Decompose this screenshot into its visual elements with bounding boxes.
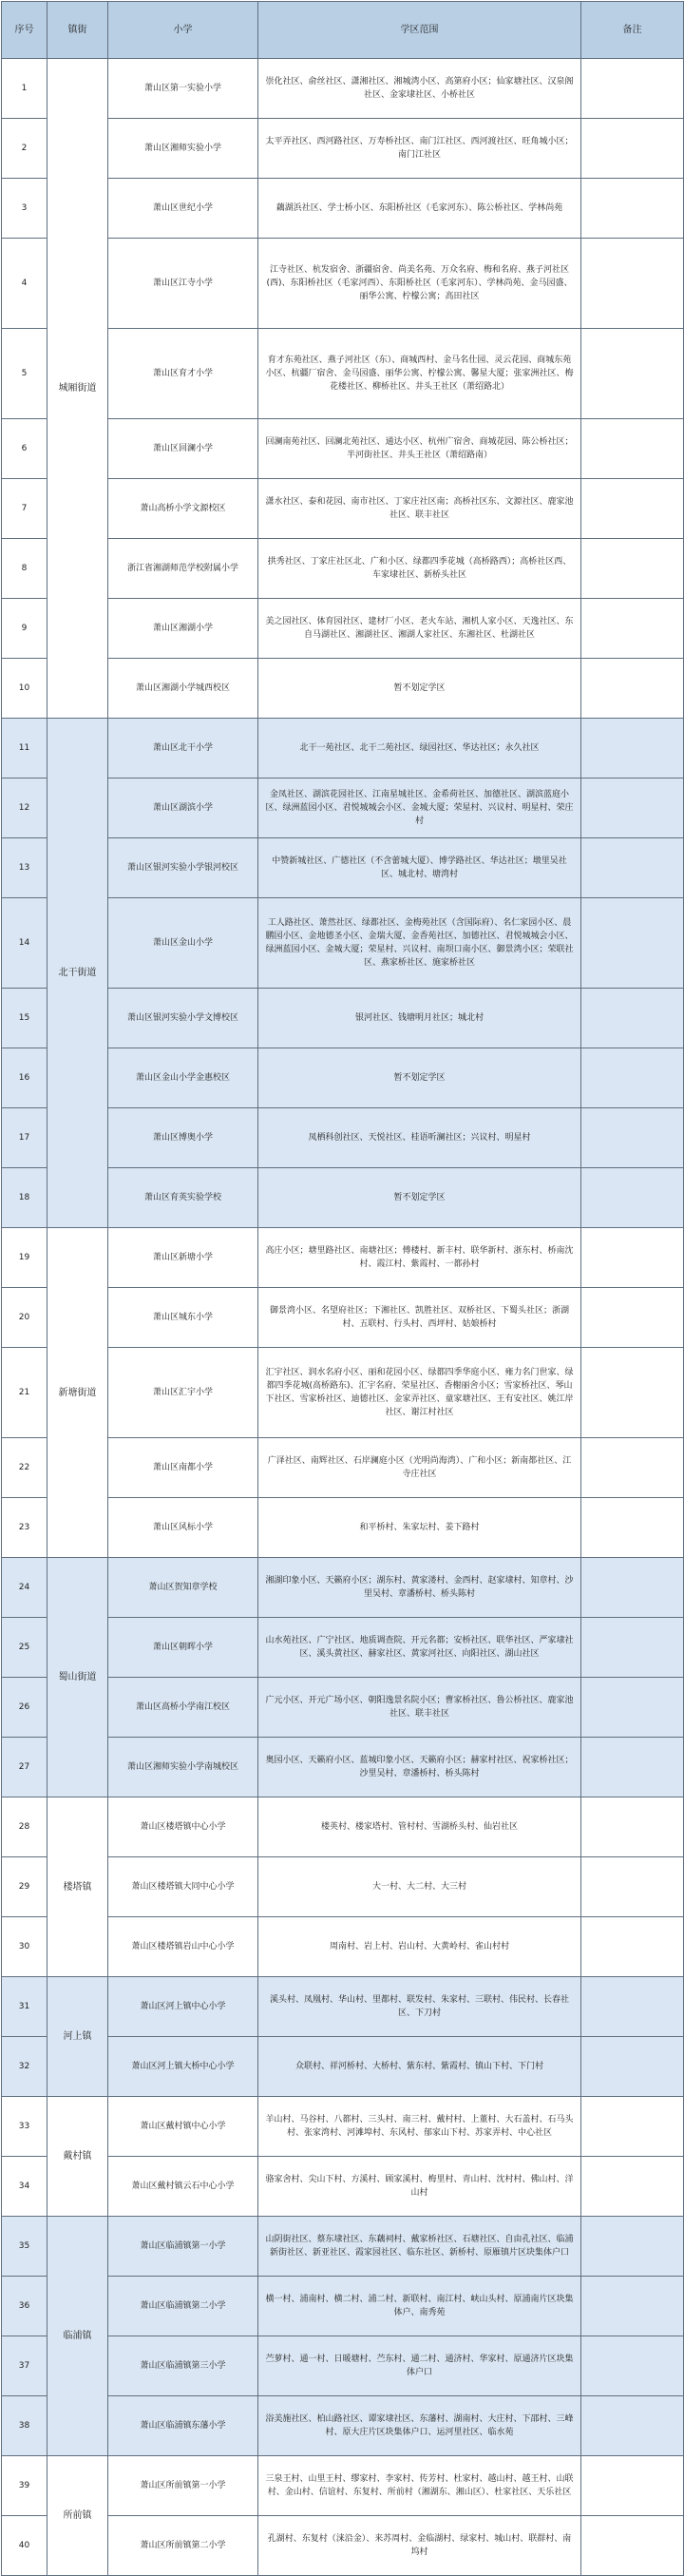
district-range: 羊山村、马谷村、八都村、三头村、南三村、戴村村、上董村、大石盖村、石马头村、张家湾村、河滩埠村、东风村、郁家山下村、苏家弄村、中心社区 <box>258 2097 581 2157</box>
table-row <box>2 1228 684 1288</box>
district-range: 众联村、祥河桥村、大桥村、紫东村、紫霞村、镇山下村、下门村 <box>258 2037 581 2097</box>
school-name: 萧山区银河实验小学文博校区 <box>108 989 258 1048</box>
row-number: 4 <box>2 239 48 329</box>
row-number: 17 <box>2 1108 48 1168</box>
school-name: 萧山区金山小学金惠校区 <box>108 1048 258 1108</box>
remark-cell <box>581 479 684 539</box>
remark-cell <box>581 779 684 838</box>
row-number: 22 <box>2 1438 48 1498</box>
district-range: 孔湖村、东复村（涞沿金）、来苏周村、金临湖村、绿家村、城山村、联群村、南坞村 <box>258 2516 581 2576</box>
remark-cell <box>581 1168 684 1228</box>
table-body <box>2 59 684 2576</box>
remark-cell <box>581 719 684 779</box>
district-range: 暂不划定学区 <box>258 659 581 719</box>
row-number: 20 <box>2 1288 48 1348</box>
row-number: 32 <box>2 2037 48 2097</box>
row-number: 10 <box>2 659 48 719</box>
row-number: 11 <box>2 719 48 779</box>
school-name: 萧山区湘湖小学 <box>108 599 258 659</box>
school-name: 萧山区戴村镇云石中心小学 <box>108 2157 258 2217</box>
school-name: 萧山区南都小学 <box>108 1438 258 1498</box>
school-name: 萧山区新塘小学 <box>108 1228 258 1288</box>
row-number: 30 <box>2 1917 48 1977</box>
remark-cell <box>581 1108 684 1168</box>
school-name: 萧山区博奥小学 <box>108 1108 258 1168</box>
row-number: 36 <box>2 2277 48 2336</box>
row-number: 18 <box>2 1168 48 1228</box>
remark-cell <box>581 1738 684 1797</box>
school-name: 萧山区世纪小学 <box>108 179 258 239</box>
district-range: 潇水社区、泰和花园、南市社区、丁家庄社区南；高桥社区东、文源社区、鹿家池社区、联丰社区 <box>258 479 581 539</box>
remark-cell <box>581 2516 684 2576</box>
row-number: 24 <box>2 1558 48 1618</box>
district-range: 凤栖科创社区、天悦社区、桂语听澜社区；兴议村、明星村 <box>258 1108 581 1168</box>
district-range: 中赞新城社区、广德社区（不含蕾城大厦）、博学路社区、华达社区；墩里吴社区、城北村、塘湾村 <box>258 838 581 898</box>
school-name: 萧山区育英实验学校 <box>108 1168 258 1228</box>
school-name: 萧山区回澜小学 <box>108 419 258 479</box>
school-name: 萧山区河上镇大桥中心小学 <box>108 2037 258 2097</box>
district-range: 育才东苑社区、燕子河社区（东）、商城西村、金马名仕园、灵云花园、商城东苑小区、杭疆厂宿舍、金马园盛、丽华公寓、柠檬公寓、馨星大厦；张家洲社区、梅花楼社区、柳桥社区、井头王社区（萧绍路北） <box>258 329 581 419</box>
row-number: 40 <box>2 2516 48 2576</box>
remark-cell <box>581 898 684 989</box>
district-range: 奥园小区、天籁府小区、蓝城印象小区、天籁府小区；赫家村社区、祝家桥社区；沙里吴村、章潘桥村、桥头陈村 <box>258 1738 581 1797</box>
district-range: 拱秀社区、丁家庄社区北、广和小区、绿都四季花城（高桥路西）；高桥社区西、车家埭社区、新桥头社区 <box>258 539 581 599</box>
school-name: 萧山区金山小学 <box>108 898 258 989</box>
row-number: 19 <box>2 1228 48 1288</box>
row-number: 8 <box>2 539 48 599</box>
row-number: 26 <box>2 1678 48 1738</box>
district-range: 溪头村、凤凰村、华山村、里都村、联发村、朱家村、三联村、伟民村、长春社区、下刀村 <box>258 1977 581 2037</box>
row-number: 14 <box>2 898 48 989</box>
street-name: 楼塔镇 <box>48 1797 108 1977</box>
district-range: 广泽社区、南辉社区、石岸澜庭小区（光明尚海湾）、广和小区；新南都社区、江寺庄社区 <box>258 1438 581 1498</box>
district-range: 周南村、岩上村、岩山村、大黄岭村、雀山村村 <box>258 1917 581 1977</box>
remark-cell <box>581 329 684 419</box>
district-range: 银河社区、钱塘明月社区；城北村 <box>258 989 581 1048</box>
school-name: 萧山区所前镇第一小学 <box>108 2456 258 2516</box>
district-range: 暂不划定学区 <box>258 1048 581 1108</box>
street-name: 城厢街道 <box>48 59 108 719</box>
street-name: 北干街道 <box>48 719 108 1228</box>
table-row <box>2 2456 684 2516</box>
school-name: 萧山区银河实验小学银河校区 <box>108 838 258 898</box>
remark-cell <box>581 659 684 719</box>
district-range: 太平弄社区、西河路社区、万寿桥社区、南门江社区、西河渡社区、旺角城小区；南门江社区 <box>258 119 581 179</box>
row-number: 5 <box>2 329 48 419</box>
school-district-table <box>1 1 684 2576</box>
remark-cell <box>581 179 684 239</box>
district-range: 高庄小区；塘里路社区、南塘社区；傅楼村、新丰村、联华新村、浙东村、桥南沈村、霞江村、紫霞村、一都孙村 <box>258 1228 581 1288</box>
table-row <box>2 1558 684 1618</box>
row-number: 33 <box>2 2097 48 2157</box>
remark-cell <box>581 838 684 898</box>
school-name: 萧山区汇宇小学 <box>108 1348 258 1438</box>
school-name: 萧山区贺知章学校 <box>108 1558 258 1618</box>
district-range: 江寺社区、杭发宿舍、浙疆宿舍、尚美名苑、万众名府、梅和名府、燕子河社区(西)、东阳桥社区（毛家河西）、东阳桥社区（毛家河东）、学林尚苑、金马园盛、丽华公寓、柠檬公寓；高田社区 <box>258 239 581 329</box>
remark-cell <box>581 2336 684 2396</box>
row-number: 1 <box>2 59 48 119</box>
remark-cell <box>581 989 684 1048</box>
school-name: 萧山区朝晖小学 <box>108 1618 258 1678</box>
school-name: 萧山区戴村镇中心小学 <box>108 2097 258 2157</box>
district-range: 广元小区、开元广场小区、朝阳逸景名院小区；曹家桥社区、鲁公桥社区、鹿家池社区、联丰社区 <box>258 1678 581 1738</box>
table-row <box>2 2217 684 2277</box>
remark-cell <box>581 1558 684 1618</box>
school-name: 萧山区河上镇中心小学 <box>108 1977 258 2037</box>
remark-cell <box>581 1498 684 1558</box>
district-range: 楼英村、楼家塔村、管村村、雪湖桥头村、仙岩社区 <box>258 1797 581 1857</box>
row-number: 15 <box>2 989 48 1048</box>
district-range: 北干一苑社区、北干二苑社区、绿园社区、华达社区；永久社区 <box>258 719 581 779</box>
district-range: 浴美施社区、柏山路社区、谭家埭社区、东藩村、湖南村、大庄村、下邵村、三峰村、原大庄片区块集体户口、运河里社区、临水苑 <box>258 2396 581 2456</box>
remark-cell <box>581 119 684 179</box>
school-name: 萧山区湖滨小学 <box>108 779 258 838</box>
remark-cell <box>581 2456 684 2516</box>
school-name: 萧山区临浦镇第一小学 <box>108 2217 258 2277</box>
street-name: 所前镇 <box>48 2456 108 2576</box>
row-number: 2 <box>2 119 48 179</box>
header-range: 学区范围 <box>258 2 581 59</box>
remark-cell <box>581 2157 684 2217</box>
school-name: 萧山区临浦镇第三小学 <box>108 2336 258 2396</box>
district-range: 山水苑社区、广宁社区、地质调查院、开元名都；安桥社区、联华社区、严家埭社区、溪头黄社区、赫家社区、黄家河社区、向阳社区、湖山社区 <box>258 1618 581 1678</box>
remark-cell <box>581 1228 684 1288</box>
district-range: 工人路社区、萧然社区、绿都社区、金梅苑社区（含国际府）、名仁家园小区、晨鹏园小区、金地德圣小区、金瑞大厦、金香苑社区、加德社区、君悦城城会小区、绿洲蓝园小区、金城大厦；荣星村、兴议村、南坝口南小区、御景湾小区；荣联社区、燕家桥社区、施家桥社区 <box>258 898 581 989</box>
remark-cell <box>581 1348 684 1438</box>
remark-cell <box>581 539 684 599</box>
district-range: 崇化社区、俞丝社区、潇湘社区、湘城湾小区、高第府小区；仙家塘社区、汉泉阁社区、金家埭社区、小桥社区 <box>258 59 581 119</box>
remark-cell <box>581 59 684 119</box>
district-range: 汇宇社区、润水名府小区、丽和花园小区、绿都四季华庭小区、雍力名门世家、绿都四季花城(高桥路东)、汇宇名府、荣星社区、香榭丽舍小区；雪家桥社区、琴山下社区、雪家桥社区、迪德社区、金家弄社区、童家塘社区、王有安社区、姚江岸社区、谢江村社区 <box>258 1348 581 1438</box>
row-number: 6 <box>2 419 48 479</box>
remark-cell <box>581 2277 684 2336</box>
table-row <box>2 1797 684 1857</box>
row-number: 39 <box>2 2456 48 2516</box>
district-range: 回澜南苑社区、回澜北苑社区、通达小区、杭州广宿舍、商城花园、陈公桥社区；半河街社区、井头王社区（萧绍路南） <box>258 419 581 479</box>
row-number: 29 <box>2 1857 48 1917</box>
school-name: 萧山区风标小学 <box>108 1498 258 1558</box>
school-name: 萧山区临浦镇第二小学 <box>108 2277 258 2336</box>
school-name: 萧山区育才小学 <box>108 329 258 419</box>
district-range: 苎萝村、通一村、日暖塘村、苎东村、通二村、通济村、华家村、原通济片区块集体户口 <box>258 2336 581 2396</box>
row-number: 16 <box>2 1048 48 1108</box>
street-name: 蜀山街道 <box>48 1558 108 1797</box>
remark-cell <box>581 1797 684 1857</box>
district-range: 横一村、浦南村、横二村、浦二村、新联村、南江村、峡山头村、原浦南片区块集体户、南秀苑 <box>258 2277 581 2336</box>
school-name: 萧山区湘湖小学城西校区 <box>108 659 258 719</box>
row-number: 31 <box>2 1977 48 2037</box>
remark-cell <box>581 2396 684 2456</box>
row-number: 23 <box>2 1498 48 1558</box>
remark-cell <box>581 1618 684 1678</box>
district-range: 骆家舍村、尖山下村、方溪村、顾家溪村、梅里村、青山村、沈村村、佛山村、洋山村 <box>258 2157 581 2217</box>
row-number: 3 <box>2 179 48 239</box>
remark-cell <box>581 419 684 479</box>
row-number: 35 <box>2 2217 48 2277</box>
remark-cell <box>581 2097 684 2157</box>
remark-cell <box>581 1917 684 1977</box>
row-number: 34 <box>2 2157 48 2217</box>
street-name: 戴村镇 <box>48 2097 108 2217</box>
school-name: 萧山区临浦镇东藩小学 <box>108 2396 258 2456</box>
row-number: 9 <box>2 599 48 659</box>
school-name: 萧山区所前镇第二小学 <box>108 2516 258 2576</box>
row-number: 7 <box>2 479 48 539</box>
school-name: 萧山高桥小学文源校区 <box>108 479 258 539</box>
district-range: 大一村、大二村、大三村 <box>258 1857 581 1917</box>
district-range: 藕湖浜社区、学士桥小区、东阳桥社区（毛家河东）、陈公桥社区、学林尚苑 <box>258 179 581 239</box>
header-school: 小学 <box>108 2 258 59</box>
school-name: 萧山区江寺小学 <box>108 239 258 329</box>
school-name: 萧山区第一实验小学 <box>108 59 258 119</box>
school-name: 萧山区楼塔镇大同中心小学 <box>108 1857 258 1917</box>
street-name: 河上镇 <box>48 1977 108 2097</box>
row-number: 13 <box>2 838 48 898</box>
header-remark: 备注 <box>581 2 684 59</box>
school-name: 浙江省湘湖师范学校附属小学 <box>108 539 258 599</box>
row-number: 21 <box>2 1348 48 1438</box>
row-number: 27 <box>2 1738 48 1797</box>
table-row <box>2 1977 684 2037</box>
school-name: 萧山区湘师实验小学 <box>108 119 258 179</box>
school-name: 萧山区楼塔镇中心小学 <box>108 1797 258 1857</box>
remark-cell <box>581 1857 684 1917</box>
school-name: 萧山区城东小学 <box>108 1288 258 1348</box>
street-name: 临浦镇 <box>48 2217 108 2456</box>
district-range: 暂不划定学区 <box>258 1168 581 1228</box>
school-name: 萧山区湘师实验小学南城校区 <box>108 1738 258 1797</box>
school-name: 萧山区北干小学 <box>108 719 258 779</box>
remark-cell <box>581 2217 684 2277</box>
table-row <box>2 2097 684 2157</box>
remark-cell <box>581 1678 684 1738</box>
district-range: 金凤社区、湖滨花园社区、江南星城社区、金希荷社区、加德社区、湖滨蓝庭小区、绿洲蓝园小区、君悦城城会小区、金城大厦；荣星村、兴议村、明星村、荣庄村 <box>258 779 581 838</box>
remark-cell <box>581 1288 684 1348</box>
school-name: 萧山区楼塔镇岩山中心小学 <box>108 1917 258 1977</box>
table-row <box>2 59 684 119</box>
header-no: 序号 <box>2 2 48 59</box>
district-range: 湘湖印象小区、天籁府小区；湖东村、黄家溇村、金西村、赵家埭村、知章村、沙里吴村、章潘桥村、桥头陈村 <box>258 1558 581 1618</box>
street-name: 新塘街道 <box>48 1228 108 1558</box>
table-row <box>2 719 684 779</box>
district-range: 三泉王村、山里王村、缪家村、李家村、传芳村、杜家村、越山村、越王村、山联村、金山村、信谊村、东复村、所前村（湘湖东、湘山区）、杜家社区、天乐社区 <box>258 2456 581 2516</box>
row-number: 12 <box>2 779 48 838</box>
row-number: 25 <box>2 1618 48 1678</box>
remark-cell <box>581 599 684 659</box>
remark-cell <box>581 239 684 329</box>
district-range: 山阴街社区、蔡东埭社区、东藕祠村、戴家桥社区、石塘社区、自由孔社区、临浦新街社区、新亚社区、霞家园社区、临东社区、新桥村、原雁镇片区块集体户口 <box>258 2217 581 2277</box>
district-range: 和平桥村、朱家坛村、姜下路村 <box>258 1498 581 1558</box>
row-number: 28 <box>2 1797 48 1857</box>
remark-cell <box>581 1977 684 2037</box>
table-header-row <box>2 2 684 59</box>
header-street: 镇街 <box>48 2 108 59</box>
district-range: 御景湾小区、名望府社区；下湘社区、凯胜社区、双桥社区、下蜀头社区；浙湖村、五联村、行头村、西坪村、姑娘桥村 <box>258 1288 581 1348</box>
school-name: 萧山区高桥小学南江校区 <box>108 1678 258 1738</box>
remark-cell <box>581 1048 684 1108</box>
row-number: 38 <box>2 2396 48 2456</box>
remark-cell <box>581 1438 684 1498</box>
row-number: 37 <box>2 2336 48 2396</box>
remark-cell <box>581 2037 684 2097</box>
district-range: 美之园社区、体育园社区、建材厂小区、老火车站、湘机人家小区、天逸社区、东自马湖社区、湘湖社区、湘湖人家社区、东湘社区、杜湖社区 <box>258 599 581 659</box>
